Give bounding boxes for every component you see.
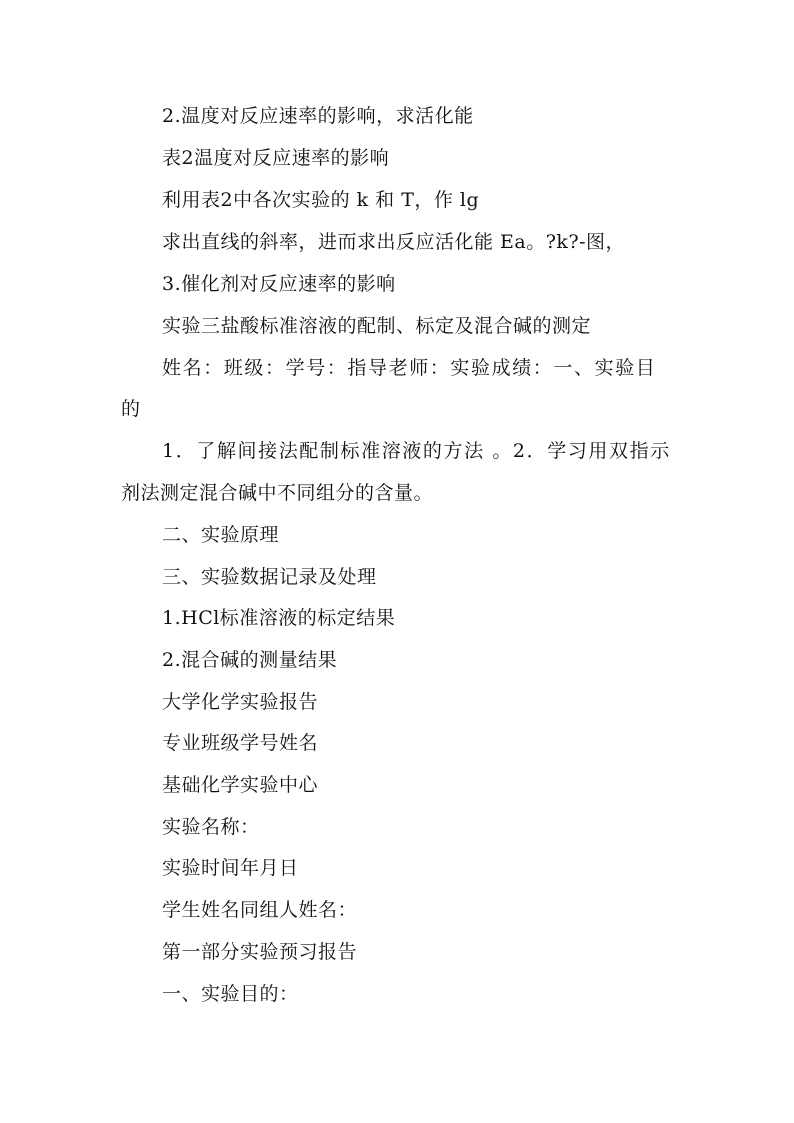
text-line-19: 实验时间年月日	[162, 857, 299, 879]
text-line-5: 3.催化剂对反应速率的影响	[162, 273, 396, 295]
text-line-14: 2.混合碱的测量结果	[162, 649, 338, 671]
text-line-8: 的	[121, 398, 141, 420]
text-line-18: 实验名称：	[162, 816, 260, 838]
text-line-10: 剂法测定混合碱中不同组分的含量。	[121, 482, 434, 504]
text-line-13: 1.HCl标准溶液的标定结果	[162, 607, 396, 629]
text-line-17: 基础化学实验中心	[162, 774, 319, 796]
text-line-11: 二、实验原理	[162, 524, 280, 546]
text-line-15: 大学化学实验报告	[162, 691, 319, 713]
text-line-3: 利用表2中各次实验的 k 和 T，作 lg	[162, 189, 480, 211]
text-line-6: 实验三盐酸标准溶液的配制、标定及混合碱的测定	[162, 315, 592, 337]
text-line-20: 学生姓名同组人姓名：	[162, 899, 358, 921]
text-line-4: 求出直线的斜率，进而求出反应活化能 Ea。?k?-图，	[162, 231, 626, 253]
text-line-22: 一、实验目的：	[162, 983, 299, 1005]
text-line-9: 1．了解间接法配制标准溶液的方法 。2．学习用双指示	[162, 440, 671, 462]
text-line-21: 第一部分实验预习报告	[162, 941, 358, 963]
text-line-7: 姓名：班级：学号：指导老师：实验成绩：一、实验目	[162, 357, 657, 379]
text-line-12: 三、实验数据记录及处理	[162, 566, 377, 588]
text-line-2: 表2温度对反应速率的影响	[162, 147, 390, 169]
text-line-16: 专业班级学号姓名	[162, 732, 319, 754]
text-line-1: 2.温度对反应速率的影响，求活化能	[162, 105, 474, 127]
